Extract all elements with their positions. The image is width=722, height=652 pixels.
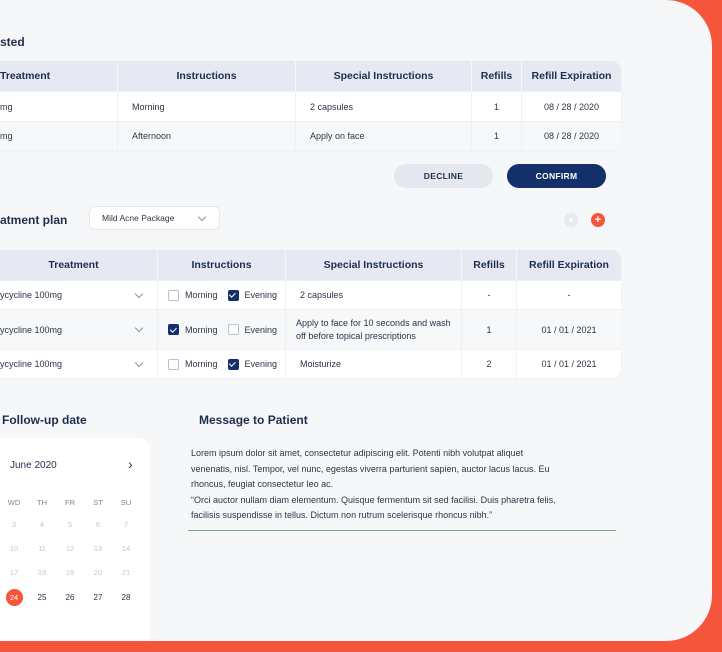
- col-expiration: Refill Expiration: [529, 259, 609, 271]
- col-instructions: Instructions: [118, 61, 296, 91]
- instructions-cell: [158, 281, 286, 309]
- package-select[interactable]: [89, 206, 220, 230]
- add-icon[interactable]: +: [591, 213, 605, 227]
- special-cell: Apply on face: [296, 122, 472, 150]
- expiration-cell[interactable]: 01 / 01 / 2021: [541, 324, 597, 335]
- col-special: Special Instructions: [296, 61, 472, 91]
- morning-label: Morning: [185, 324, 218, 335]
- week-row: [0, 516, 140, 532]
- col-special: Special Instructions: [286, 250, 462, 280]
- special-cell[interactable]: Moisturize: [286, 350, 462, 378]
- instructions-cell: [158, 350, 286, 378]
- weekday-label: ST: [93, 497, 103, 507]
- message-line: rhoncus, feugiat consectetur leo ac.: [191, 479, 334, 489]
- week-row: [0, 564, 140, 580]
- package-select-value: Mild Acne Package: [102, 213, 175, 223]
- evening-checkbox[interactable]: [228, 324, 239, 335]
- decline-button[interactable]: DECLINE: [394, 164, 493, 188]
- treatment-select[interactable]: [0, 310, 158, 349]
- morning-checkbox[interactable]: [168, 290, 179, 301]
- confirm-button[interactable]: CONFIRM: [507, 164, 606, 188]
- followup-title: Follow-up date: [2, 413, 87, 427]
- calendar-day: 12: [65, 543, 75, 553]
- expiration-cell[interactable]: -: [567, 290, 571, 300]
- evening-label: Evening: [244, 359, 278, 369]
- selected-day-label: 24: [6, 589, 23, 606]
- calendar-day: 17: [9, 567, 19, 577]
- morning-option[interactable]: [168, 290, 218, 301]
- col-instructions: Instructions: [158, 250, 286, 280]
- calendar-day[interactable]: 27: [93, 592, 103, 602]
- table-row[interactable]: [0, 280, 621, 309]
- col-refills: Refills: [462, 250, 517, 280]
- weekday-row: [0, 494, 140, 510]
- message-line: facilisis suspendisse in tellus. Dictum non rutrum scelerisque rhoncus nibh.”: [191, 510, 493, 520]
- message-line: venenatis, nisl. Tempor, vel nunc, egestas viverra parturient sapien, auctor lacus lacus. Eu: [191, 463, 550, 474]
- refills-cell[interactable]: 1: [462, 310, 517, 349]
- treatment-value: ycycline 100mg: [0, 290, 63, 300]
- instructions-cell: [158, 310, 286, 349]
- calendar-day: 5: [67, 519, 73, 529]
- refills-cell[interactable]: 2: [462, 350, 517, 378]
- evening-option[interactable]: [228, 324, 278, 335]
- instructions-cell: Afternoon: [118, 122, 296, 150]
- weekday-label: WD: [7, 497, 21, 507]
- message-title: Message to Patient: [199, 413, 308, 427]
- table-row[interactable]: [0, 91, 621, 121]
- calendar-day: 20: [93, 567, 103, 577]
- chevron-down-icon: [135, 324, 143, 332]
- calendar-day: 18: [37, 567, 47, 577]
- special-cell[interactable]: 2 capsules: [286, 281, 462, 309]
- treatment-cell: mg: [0, 122, 118, 150]
- message-textarea[interactable]: [191, 446, 616, 524]
- evening-checkbox[interactable]: [228, 290, 239, 301]
- treatment-value: ycycline 100mg: [0, 324, 63, 335]
- instructions-cell: Morning: [118, 92, 296, 121]
- message-line: “Orci auctor nullam diam elementum. Quisque fermentum sit sed facilisi. Duis pharetra felis,: [191, 494, 556, 505]
- treatment-select[interactable]: [0, 350, 158, 378]
- calendar-day: 7: [123, 519, 129, 529]
- evening-label: Evening: [244, 290, 278, 300]
- col-expiration: Refill Expiration: [531, 70, 612, 82]
- weekday-label: TH: [37, 497, 47, 507]
- refills-cell: 1: [472, 92, 522, 121]
- treatment-select[interactable]: [0, 281, 158, 309]
- calendar-day: 4: [39, 519, 45, 529]
- calendar-day: 13: [93, 543, 103, 553]
- morning-label: Morning: [185, 290, 218, 300]
- evening-option[interactable]: [228, 359, 278, 370]
- expiration-cell: 08 / 28 / 2020: [543, 131, 600, 141]
- plan-table: [0, 250, 621, 378]
- requested-title: sted: [0, 35, 25, 49]
- special-cell: 2 capsules: [296, 92, 472, 121]
- plan-table-header: [0, 250, 621, 280]
- calendar-day: 3: [11, 519, 17, 529]
- calendar-day[interactable]: 25: [37, 592, 47, 602]
- table-row[interactable]: [0, 309, 621, 349]
- refills-cell: 1: [472, 122, 522, 150]
- calendar-day: 19: [65, 567, 75, 577]
- requested-table: [0, 61, 621, 150]
- remove-icon[interactable]: ×: [564, 213, 578, 227]
- calendar-day[interactable]: 28: [121, 592, 131, 602]
- morning-option[interactable]: [168, 324, 218, 335]
- treatment-value: ycycline 100mg: [0, 359, 63, 369]
- selected-day[interactable]: [0, 589, 28, 605]
- weekday-label: SU: [120, 497, 132, 507]
- message-line: Lorem ipsum dolor sit amet, consectetur adipiscing elit. Potenti nibh volutpat aliquet: [191, 448, 524, 458]
- treatment-cell: mg: [0, 92, 118, 121]
- expiration-cell[interactable]: 01 / 01 / 2021: [541, 359, 597, 369]
- col-treatment: Treatment: [0, 61, 118, 91]
- morning-checkbox[interactable]: [168, 359, 179, 370]
- calendar-month: June 2020: [10, 460, 57, 471]
- week-row: [0, 589, 140, 605]
- weekday-label: FR: [65, 497, 75, 507]
- chevron-down-icon: [198, 213, 206, 221]
- chevron-down-icon: [135, 290, 143, 298]
- week-row: [0, 540, 140, 556]
- calendar-day: 14: [121, 543, 131, 553]
- calendar-day: 11: [38, 543, 46, 553]
- morning-checkbox[interactable]: [168, 324, 179, 335]
- calendar-day: 21: [121, 567, 131, 577]
- requested-table-header: [0, 61, 621, 91]
- message-underline: [188, 530, 616, 531]
- morning-option[interactable]: [168, 359, 218, 370]
- evening-label: Evening: [244, 324, 278, 335]
- table-row[interactable]: [0, 121, 621, 150]
- calendar-day[interactable]: 26: [65, 592, 75, 602]
- morning-label: Morning: [185, 359, 218, 369]
- calendar-day: 10: [9, 543, 19, 553]
- table-row[interactable]: [0, 349, 621, 378]
- treatment-plan-title: atment plan: [0, 213, 68, 227]
- col-treatment: Treatment: [0, 250, 158, 280]
- chevron-down-icon: [135, 359, 143, 367]
- calendar: [0, 438, 150, 641]
- evening-option[interactable]: [228, 290, 278, 301]
- calendar-day: 6: [95, 519, 101, 529]
- special-cell[interactable]: Apply to face for 10 seconds and wash off before topical prescriptions: [286, 310, 462, 349]
- expiration-cell: 08 / 28 / 2020: [543, 101, 600, 112]
- chevron-right-icon[interactable]: ›: [128, 456, 133, 472]
- evening-checkbox[interactable]: [228, 359, 239, 370]
- col-refills: Refills: [472, 61, 522, 91]
- refills-cell[interactable]: -: [462, 281, 517, 309]
